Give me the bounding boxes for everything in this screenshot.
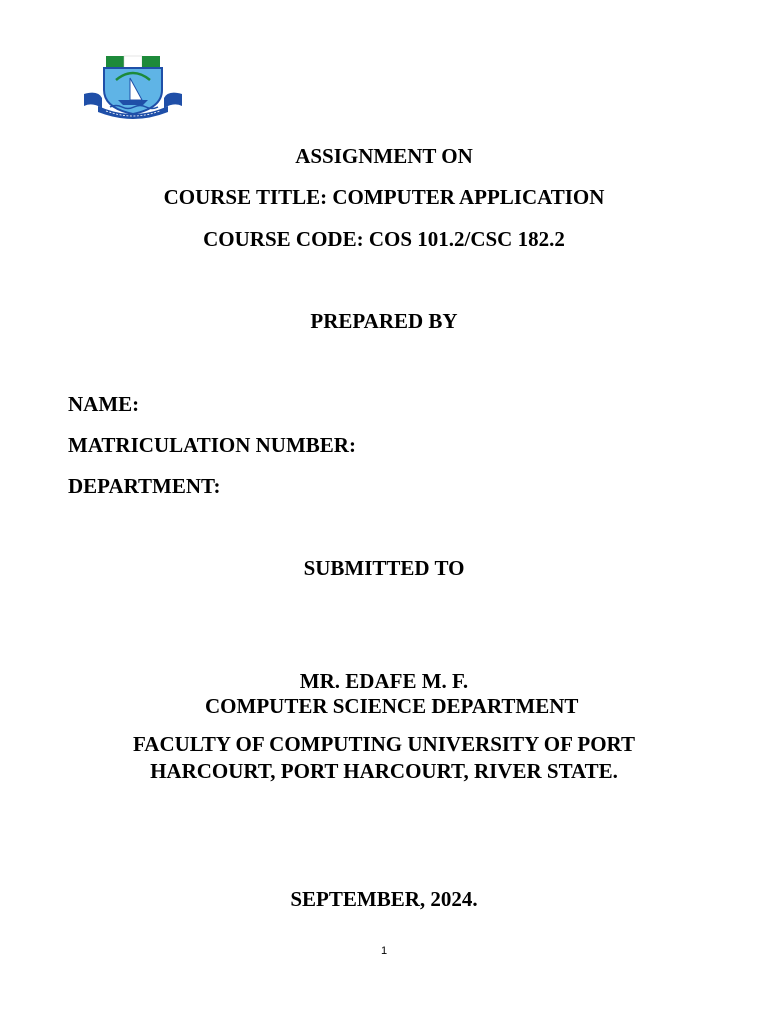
- institution-line-2: HARCOURT, PORT HARCOURT, RIVER STATE.: [150, 759, 618, 783]
- department-label: DEPARTMENT:: [68, 474, 221, 498]
- matriculation-number-label: MATRICULATION NUMBER:: [68, 433, 356, 457]
- lecturer-name: MR. EDAFE M. F.: [299, 669, 469, 693]
- page-number: 1: [380, 945, 388, 957]
- course-title: COURSE TITLE: COMPUTER APPLICATION: [163, 185, 605, 209]
- institution-line-1: FACULTY OF COMPUTING UNIVERSITY OF PORT: [133, 732, 635, 756]
- assignment-heading: ASSIGNMENT ON: [295, 144, 473, 168]
- name-label: NAME:: [68, 392, 140, 416]
- course-code: COURSE CODE: COS 101.2/CSC 182.2: [203, 227, 565, 251]
- prepared-by-heading: PREPARED BY: [310, 309, 458, 333]
- lecturer-department: COMPUTER SCIENCE DEPARTMENT: [205, 694, 579, 718]
- submitted-to-heading: SUBMITTED TO: [303, 556, 465, 580]
- university-crest-icon: [80, 50, 186, 120]
- submission-date: SEPTEMBER, 2024.: [290, 887, 478, 911]
